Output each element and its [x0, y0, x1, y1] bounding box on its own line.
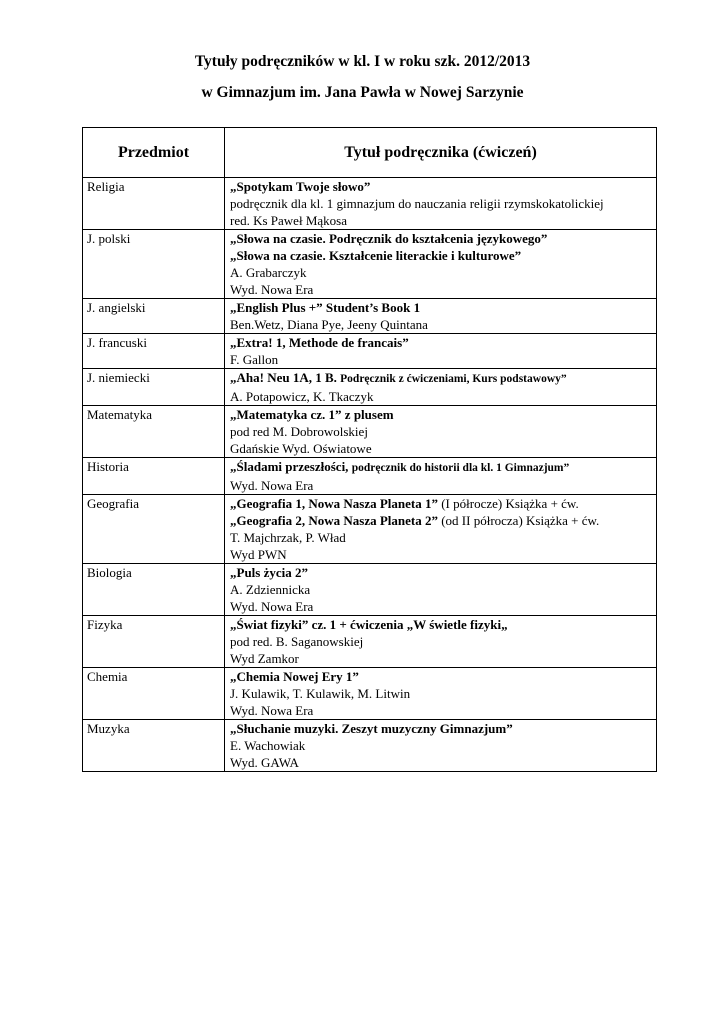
table-row — [83, 495, 657, 564]
textbook-line — [230, 564, 651, 581]
textbook-line — [230, 754, 651, 771]
text-segment: (od II półrocza) Książka + ćw. — [437, 513, 600, 528]
subject-cell: J. polski — [83, 230, 225, 299]
textbook-line — [230, 512, 651, 529]
document-title-line-1: Tytuły podręczników w kl. I w roku szk. 2012/2013 — [194, 53, 531, 70]
text-segment: Wyd. Nowa Era — [230, 478, 314, 493]
textbook-line — [230, 529, 651, 546]
textbook-line — [230, 546, 651, 563]
textbook-cell — [225, 178, 657, 230]
subject-cell: Muzyka — [83, 720, 225, 772]
text-segment: A. Grabarczyk — [230, 265, 307, 280]
text-segment: F. Gallon — [230, 352, 279, 367]
text-segment: pod red. B. Saganowskiej — [230, 634, 364, 649]
text-segment: pod red M. Dobrowolskiej — [230, 424, 368, 439]
textbook-line — [230, 495, 651, 512]
textbook-line — [230, 598, 651, 615]
subject-cell: J. niemiecki — [83, 369, 225, 406]
text-segment: T. Majchrzak, P. Wład — [230, 530, 346, 545]
text-segment: „Słowa na czasie. Kształcenie literackie i kulturowe” — [230, 248, 522, 263]
subject-cell: Matematyka — [83, 406, 225, 458]
textbook-cell — [225, 495, 657, 564]
header-textbook-title: Tytuł podręcznika (ćwiczeń) — [225, 128, 657, 178]
textbook-line — [230, 650, 651, 667]
text-segment: „Słuchanie muzyki. Zeszyt muzyczny Gimnazjum” — [230, 721, 513, 736]
text-segment: „Słowa na czasie. Podręcznik do kształcenia językowego” — [230, 231, 548, 246]
text-segment: A. Potapowicz, K. Tkaczyk — [230, 389, 374, 404]
text-segment: Podręcznik z ćwiczeniami, Kurs podstawowy” — [340, 373, 567, 385]
textbook-line — [230, 581, 651, 598]
text-segment: „Puls życia 2” — [230, 565, 308, 580]
text-segment: J. Kulawik, T. Kulawik, M. Litwin — [230, 686, 411, 701]
textbook-line — [230, 299, 651, 316]
subject-cell: Chemia — [83, 668, 225, 720]
text-segment: Gdańskie Wyd. Oświatowe — [230, 441, 372, 456]
text-segment: „Chemia Nowej Ery 1” — [230, 669, 359, 684]
text-segment: Ben.Wetz, Diana Pye, Jeeny Quintana — [230, 317, 428, 332]
table-row — [83, 178, 657, 230]
text-segment: „Świat fizyki” cz. 1 + ćwiczenia „W świetle fizyki„ — [230, 617, 508, 632]
textbook-table — [82, 127, 657, 772]
textbook-line — [230, 633, 651, 650]
textbook-line — [230, 281, 651, 298]
document-title-line-2: w Gimnazjum im. Jana Pawła w Nowej Sarzynie — [201, 84, 524, 101]
text-segment: Wyd. GAWA — [230, 755, 299, 770]
text-segment: „Śladami przeszłości, — [230, 459, 352, 474]
text-segment: „Extra! 1, Methode de francais” — [230, 335, 409, 350]
subject-cell: Religia — [83, 178, 225, 230]
text-segment: podręcznik do historii dla kl. 1 Gimnazjum” — [351, 462, 570, 474]
text-segment: red. Ks Paweł Mąkosa — [230, 213, 347, 228]
textbook-cell — [225, 230, 657, 299]
textbook-line — [230, 316, 651, 333]
text-segment: Wyd. Nowa Era — [230, 599, 314, 614]
textbook-line — [230, 212, 651, 229]
table-row — [83, 406, 657, 458]
header-subject: Przedmiot — [83, 128, 225, 178]
text-segment: podręcznik dla kl. 1 gimnazjum do nauczania religii rzymskokatolickiej — [230, 196, 604, 211]
table-row — [83, 720, 657, 772]
text-segment: „Aha! Neu 1A, 1 B. — [230, 370, 341, 385]
table-row — [83, 564, 657, 616]
textbook-line — [230, 458, 651, 477]
table-row — [83, 616, 657, 668]
text-segment: „English Plus +” Student’s Book 1 — [230, 300, 421, 315]
textbook-line — [230, 668, 651, 685]
textbook-line — [230, 477, 651, 494]
textbook-line — [230, 334, 651, 351]
table-row — [83, 668, 657, 720]
textbook-line — [230, 247, 651, 264]
textbook-line — [230, 369, 651, 388]
textbook-cell — [225, 720, 657, 772]
subject-cell: Biologia — [83, 564, 225, 616]
textbook-line — [230, 388, 651, 405]
text-segment: „Matematyka cz. 1” z plusem — [230, 407, 394, 422]
textbook-cell — [225, 458, 657, 495]
table-row — [83, 369, 657, 406]
textbook-line — [230, 720, 651, 737]
text-segment: „Spotykam Twoje słowo” — [230, 179, 371, 194]
subject-cell: J. francuski — [83, 334, 225, 369]
table-row — [83, 334, 657, 369]
textbook-line — [230, 195, 651, 212]
textbook-line — [230, 423, 651, 440]
subject-cell: J. angielski — [83, 299, 225, 334]
subject-cell: Fizyka — [83, 616, 225, 668]
text-segment: (I półrocze) Książka + ćw. — [437, 496, 579, 511]
text-segment: Wyd Zamkor — [230, 651, 299, 666]
subject-cell: Geografia — [83, 495, 225, 564]
textbook-line — [230, 406, 651, 423]
text-segment: Wyd. Nowa Era — [230, 282, 314, 297]
textbook-line — [230, 178, 651, 195]
textbook-cell — [225, 406, 657, 458]
textbook-line — [230, 616, 651, 633]
text-segment: „Geografia 1, Nowa Nasza Planeta 1” — [230, 496, 438, 511]
text-segment: Wyd PWN — [230, 547, 287, 562]
textbook-line — [230, 440, 651, 457]
table-row — [83, 299, 657, 334]
textbook-cell — [225, 369, 657, 406]
textbook-cell — [225, 668, 657, 720]
textbook-line — [230, 351, 651, 368]
textbook-cell — [225, 564, 657, 616]
table-row — [83, 230, 657, 299]
textbook-cell — [225, 334, 657, 369]
text-segment: „Geografia 2, Nowa Nasza Planeta 2” — [230, 513, 438, 528]
textbook-cell — [225, 299, 657, 334]
textbook-line — [230, 264, 651, 281]
textbook-line — [230, 230, 651, 247]
text-segment: A. Zdziennicka — [230, 582, 311, 597]
subject-cell: Historia — [83, 458, 225, 495]
table-row — [83, 458, 657, 495]
textbook-cell — [225, 616, 657, 668]
text-segment: E. Wachowiak — [230, 738, 306, 753]
textbook-line — [230, 737, 651, 754]
textbook-line — [230, 685, 651, 702]
textbook-line — [230, 702, 651, 719]
text-segment: Wyd. Nowa Era — [230, 703, 314, 718]
table-header-row — [83, 128, 657, 178]
